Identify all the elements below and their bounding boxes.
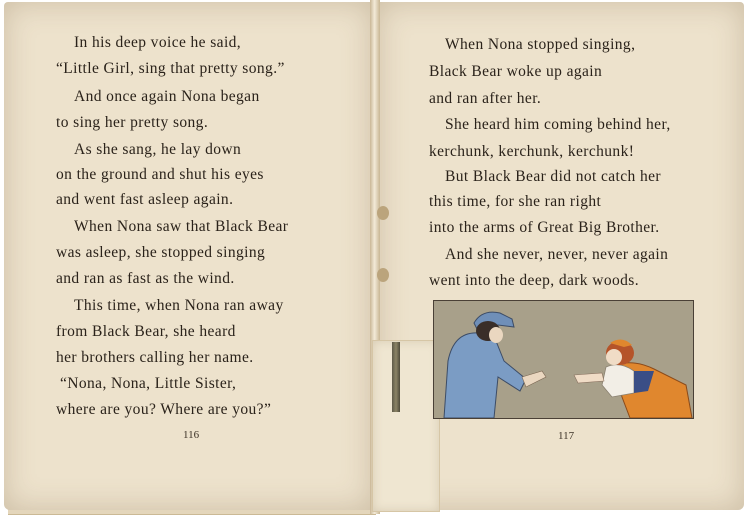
page-stack-edge xyxy=(8,510,376,515)
text-line: and ran as fast as the wind. xyxy=(56,270,235,287)
text-line: And once again Nona began xyxy=(74,88,260,105)
text-line: Black Bear woke up again xyxy=(429,63,603,80)
text-line: And she never, never, never again xyxy=(445,246,669,263)
torn-page-flap xyxy=(372,340,440,512)
text-line: from Black Bear, she heard xyxy=(56,323,236,340)
text-line: When Nona stopped singing, xyxy=(445,36,636,53)
text-line: When Nona saw that Black Bear xyxy=(74,218,289,235)
text-line: to sing her pretty song. xyxy=(56,114,209,131)
text-line: into the arms of Great Big Brother. xyxy=(429,219,660,236)
text-line: where are you? Where are you?” xyxy=(56,401,272,418)
illustration-drawing xyxy=(434,301,693,418)
text-line: She heard him coming behind her, xyxy=(445,116,671,133)
text-line: went into the deep, dark woods. xyxy=(429,272,639,289)
text-line: As she sang, he lay down xyxy=(74,141,242,158)
text-line: this time, for she ran right xyxy=(429,193,602,210)
binding-hole xyxy=(377,206,389,220)
text-line: But Black Bear did not catch her xyxy=(445,168,661,185)
page-number: 117 xyxy=(558,430,575,442)
text-line: on the ground and shut his eyes xyxy=(56,166,264,183)
text-line: “Little Girl, sing that pretty song.” xyxy=(56,60,285,77)
page-number: 116 xyxy=(183,429,200,441)
text-line: kerchunk, kerchunk, kerchunk! xyxy=(429,143,635,160)
story-illustration xyxy=(433,300,694,419)
text-line: was asleep, she stopped singing xyxy=(56,244,266,261)
text-line: her brothers calling her name. xyxy=(56,349,254,366)
text-line: and went fast asleep again. xyxy=(56,191,234,208)
binding-hole xyxy=(377,268,389,282)
text-line: and ran after her. xyxy=(429,90,542,107)
binding-strip xyxy=(392,342,400,412)
text-line: “Nona, Nona, Little Sister, xyxy=(60,375,237,392)
text-line: This time, when Nona ran away xyxy=(74,297,284,314)
text-line: In his deep voice he said, xyxy=(74,34,242,51)
